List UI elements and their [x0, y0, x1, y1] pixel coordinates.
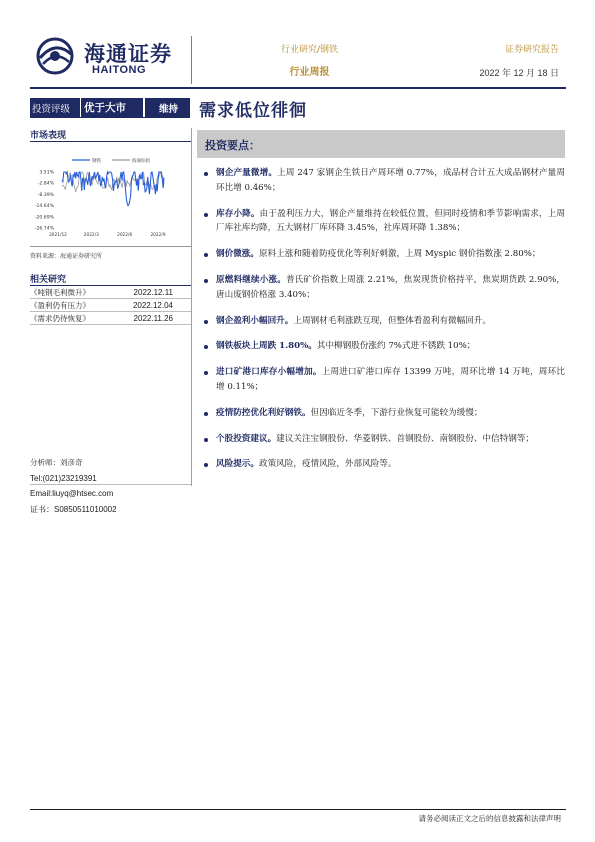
key-point-body: 上周钢材毛利涨跌互现，但整体看盈利有微幅回升。 — [293, 315, 492, 326]
chart-y-axis — [35, 170, 55, 232]
series-line-steel — [62, 172, 164, 206]
key-point — [200, 247, 565, 262]
x-tick-label: 2021/12 — [49, 233, 67, 238]
header-rule — [30, 87, 566, 89]
analyst-email[interactable]: Email:liuyq@htsec.com — [30, 489, 114, 498]
y-tick-label: -8.39% — [37, 192, 54, 198]
key-point — [200, 339, 565, 354]
key-point — [200, 406, 565, 421]
legend-label: 海通综指 — [132, 159, 150, 164]
key-point — [200, 207, 565, 237]
industry-label: 行业研究/钢铁 — [280, 45, 339, 55]
x-tick-label: 2022/6 — [117, 233, 133, 238]
related-research-title: 相关研究 — [30, 275, 67, 285]
y-tick-label: -20.69% — [34, 215, 54, 221]
key-points-header — [197, 130, 565, 158]
key-points-list — [200, 166, 565, 472]
key-point-lead: 钢价微涨。 — [216, 249, 259, 260]
chart-legend — [72, 157, 150, 164]
key-point — [200, 273, 565, 303]
key-point — [200, 314, 565, 329]
bullet-icon — [204, 213, 208, 217]
related-research-list — [30, 286, 191, 325]
column-divider — [191, 128, 192, 486]
key-point-body: 政策风险，疫情风险，外部风险等。 — [258, 459, 397, 470]
analyst-rule — [30, 484, 191, 485]
related-item-title: 《吨钢毛利微升》 — [30, 288, 90, 297]
key-point-lead: 原燃料继续小涨。 — [216, 274, 286, 285]
key-point-body: 但因临近冬季，下游行业恢复可能较为缓慢； — [310, 407, 483, 418]
chart-source-rule — [30, 246, 191, 247]
key-point-lead: 进口矿港口库存小幅增加。 — [216, 367, 322, 378]
legend-label: 钢铁 — [92, 159, 101, 164]
analyst-tel: Tel:(021)23219391 — [30, 473, 97, 483]
analyst-contact — [30, 455, 191, 517]
key-point — [200, 457, 565, 472]
key-point-body: 普氏矿价指数上周涨 2.21%，焦炭现货价格持平，焦炭期货跌 2.90%，唐山废钢价格涨 3.40%； — [216, 274, 565, 300]
logo-chinese-name: 海通证券 — [84, 41, 172, 66]
chart-source: 资料来源：海通证券研究所 — [30, 253, 103, 260]
analyst-name: 分析师：刘彦奇 — [30, 458, 83, 467]
key-point-body: 建议关注宝钢股份、华菱钢铁、首钢股份、南钢股份、中信特钢等； — [276, 433, 534, 444]
chart-x-axis — [49, 232, 166, 238]
rating-change: 维持 — [145, 98, 190, 117]
key-points-title: 投资要点： — [205, 139, 260, 152]
market-rule — [30, 141, 191, 142]
bullet-icon — [204, 320, 208, 324]
bullet-icon — [204, 371, 208, 375]
related-item-date: 2022.11.26 — [133, 314, 173, 323]
key-point-lead: 个股投资建议。 — [216, 433, 277, 444]
related-item-title: 《需求仍待恢复》 — [30, 314, 90, 323]
bullet-icon — [204, 172, 208, 176]
key-point-body: 其中柳钢股份涨约 7%式进不锈跌 10%； — [316, 341, 476, 352]
key-point-lead: 钢铁板块上周跌 1.80%。 — [216, 341, 317, 352]
y-tick-label: 3.51% — [39, 170, 54, 176]
analyst-cert: 证书：S0850511010002 — [30, 504, 117, 514]
logo-english-name: HAITONG — [92, 64, 147, 76]
key-point-lead: 库存小降。 — [216, 208, 260, 219]
related-item[interactable] — [30, 312, 191, 325]
x-tick-label: 2022/9 — [150, 233, 166, 238]
investment-rating — [30, 98, 190, 118]
key-point — [200, 432, 565, 447]
related-item-date: 2022.12.11 — [133, 288, 173, 297]
related-item[interactable] — [30, 299, 191, 312]
bullet-icon — [204, 412, 208, 416]
key-point-lead: 钢企产量微增。 — [216, 168, 278, 178]
key-point-body: 上周进口矿港口库存 13399 万吨，周环比增 14 万吨，周环比增 0.11%； — [216, 367, 565, 392]
y-tick-label: -2.84% — [37, 181, 54, 187]
rating-label: 投资评级 — [30, 98, 80, 117]
key-point-lead: 钢企盈利小幅回升。 — [216, 315, 294, 326]
report-title: 需求低位徘徊 — [199, 101, 307, 121]
related-item[interactable] — [30, 286, 191, 299]
bullet-icon — [204, 438, 208, 442]
x-tick-label: 2022/3 — [83, 233, 99, 238]
footer-rule — [30, 809, 566, 810]
key-point-lead: 风险提示。 — [216, 459, 259, 470]
chart-series — [62, 172, 164, 206]
disclaimer-footer: 请务必阅读正文之后的信息披露和法律声明 — [418, 814, 561, 823]
y-tick-label: -26.74% — [34, 226, 54, 232]
key-point — [200, 166, 565, 196]
bullet-icon — [204, 279, 208, 283]
rating-value: 优于大市 — [81, 98, 143, 117]
market-performance-chart — [30, 150, 191, 240]
bullet-icon — [204, 253, 208, 257]
report-kind: 证券研究报告 — [504, 45, 559, 55]
key-point-lead: 疫情防控优化利好钢铁。 — [216, 407, 311, 418]
key-point-body: 由于盈利压力大，钢企产量维持在较低位置，但同时疫情和季节影响需求，上周厂库社库均降，五大钢材厂库环降 3.45%，社库周环降 1.38%； — [216, 208, 565, 234]
bullet-icon — [204, 345, 208, 349]
report-date: 2022 年 12 月 18 日 — [479, 68, 559, 78]
related-item-date: 2022.12.04 — [132, 301, 173, 310]
y-tick-label: -14.64% — [34, 204, 54, 210]
key-point-body: 原料上涨和随着防疫优化等利好刺激，上周 Myspic 钢价指数涨 2.80%； — [258, 249, 541, 260]
key-point-body: 上周 247 家钢企生铁日产周环增 0.77%，成品材合计五大成品钢材产量周环比增 0.46%； — [216, 168, 565, 193]
bullet-icon — [204, 463, 208, 467]
related-item-title: 《盈利仍有压力》 — [30, 301, 90, 310]
market-performance-title: 市场表现 — [30, 131, 67, 141]
report-type: 行业周报 — [289, 67, 330, 78]
key-point — [200, 365, 565, 395]
